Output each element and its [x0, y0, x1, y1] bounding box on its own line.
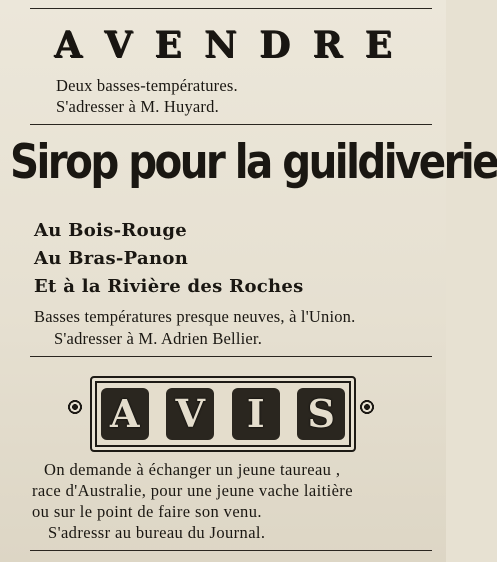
heading-letter: A: [101, 388, 149, 440]
a-vendre-heading: [54, 20, 394, 70]
ad1-line1: Deux basses-températures.: [56, 76, 238, 95]
heading-letter: R: [312, 24, 345, 66]
location-bras-panon: Au Bras-Panon: [34, 248, 189, 269]
ornament-right-icon: [356, 396, 378, 418]
location-riviere-des-roches: Et à la Rivière des Roches: [34, 276, 304, 297]
divider-rule: [30, 124, 432, 125]
heading-letter: D: [258, 24, 293, 66]
heading-letter: E: [154, 24, 184, 66]
ad1-line2: S'adresser à M. Huyard.: [56, 97, 219, 116]
heading-letter: I: [232, 388, 280, 440]
divider-rule: [30, 356, 432, 357]
ornament-left-icon: [64, 396, 86, 418]
ad3-line4: S'adressr au bureau du Journal.: [48, 523, 266, 542]
top-rule: [30, 8, 432, 9]
ad3-line2: race d'Australie, pour une jeune vache laitière: [32, 481, 353, 500]
ad2-line1: Basses températures presque neuves, à l'Union.: [34, 307, 356, 326]
ad3-line1: On demande à échanger un jeune taureau ,: [44, 460, 341, 479]
heading-letter: N: [203, 24, 239, 66]
avis-heading: [90, 376, 356, 452]
heading-letter: S: [297, 388, 345, 440]
heading-letter: V: [166, 388, 214, 440]
heading-letter: V: [104, 24, 135, 66]
heading-letter: A: [54, 24, 84, 66]
ad3-line3: ou sur le point de faire son venu.: [32, 502, 262, 521]
bottom-rule: [30, 550, 432, 551]
ad2-line2: S'adresser à M. Adrien Bellier.: [54, 329, 263, 348]
sirop-heading: Sirop pour la guildiverie: [10, 135, 497, 190]
heading-letter: E: [364, 24, 394, 66]
location-bois-rouge: Au Bois-Rouge: [34, 220, 187, 241]
